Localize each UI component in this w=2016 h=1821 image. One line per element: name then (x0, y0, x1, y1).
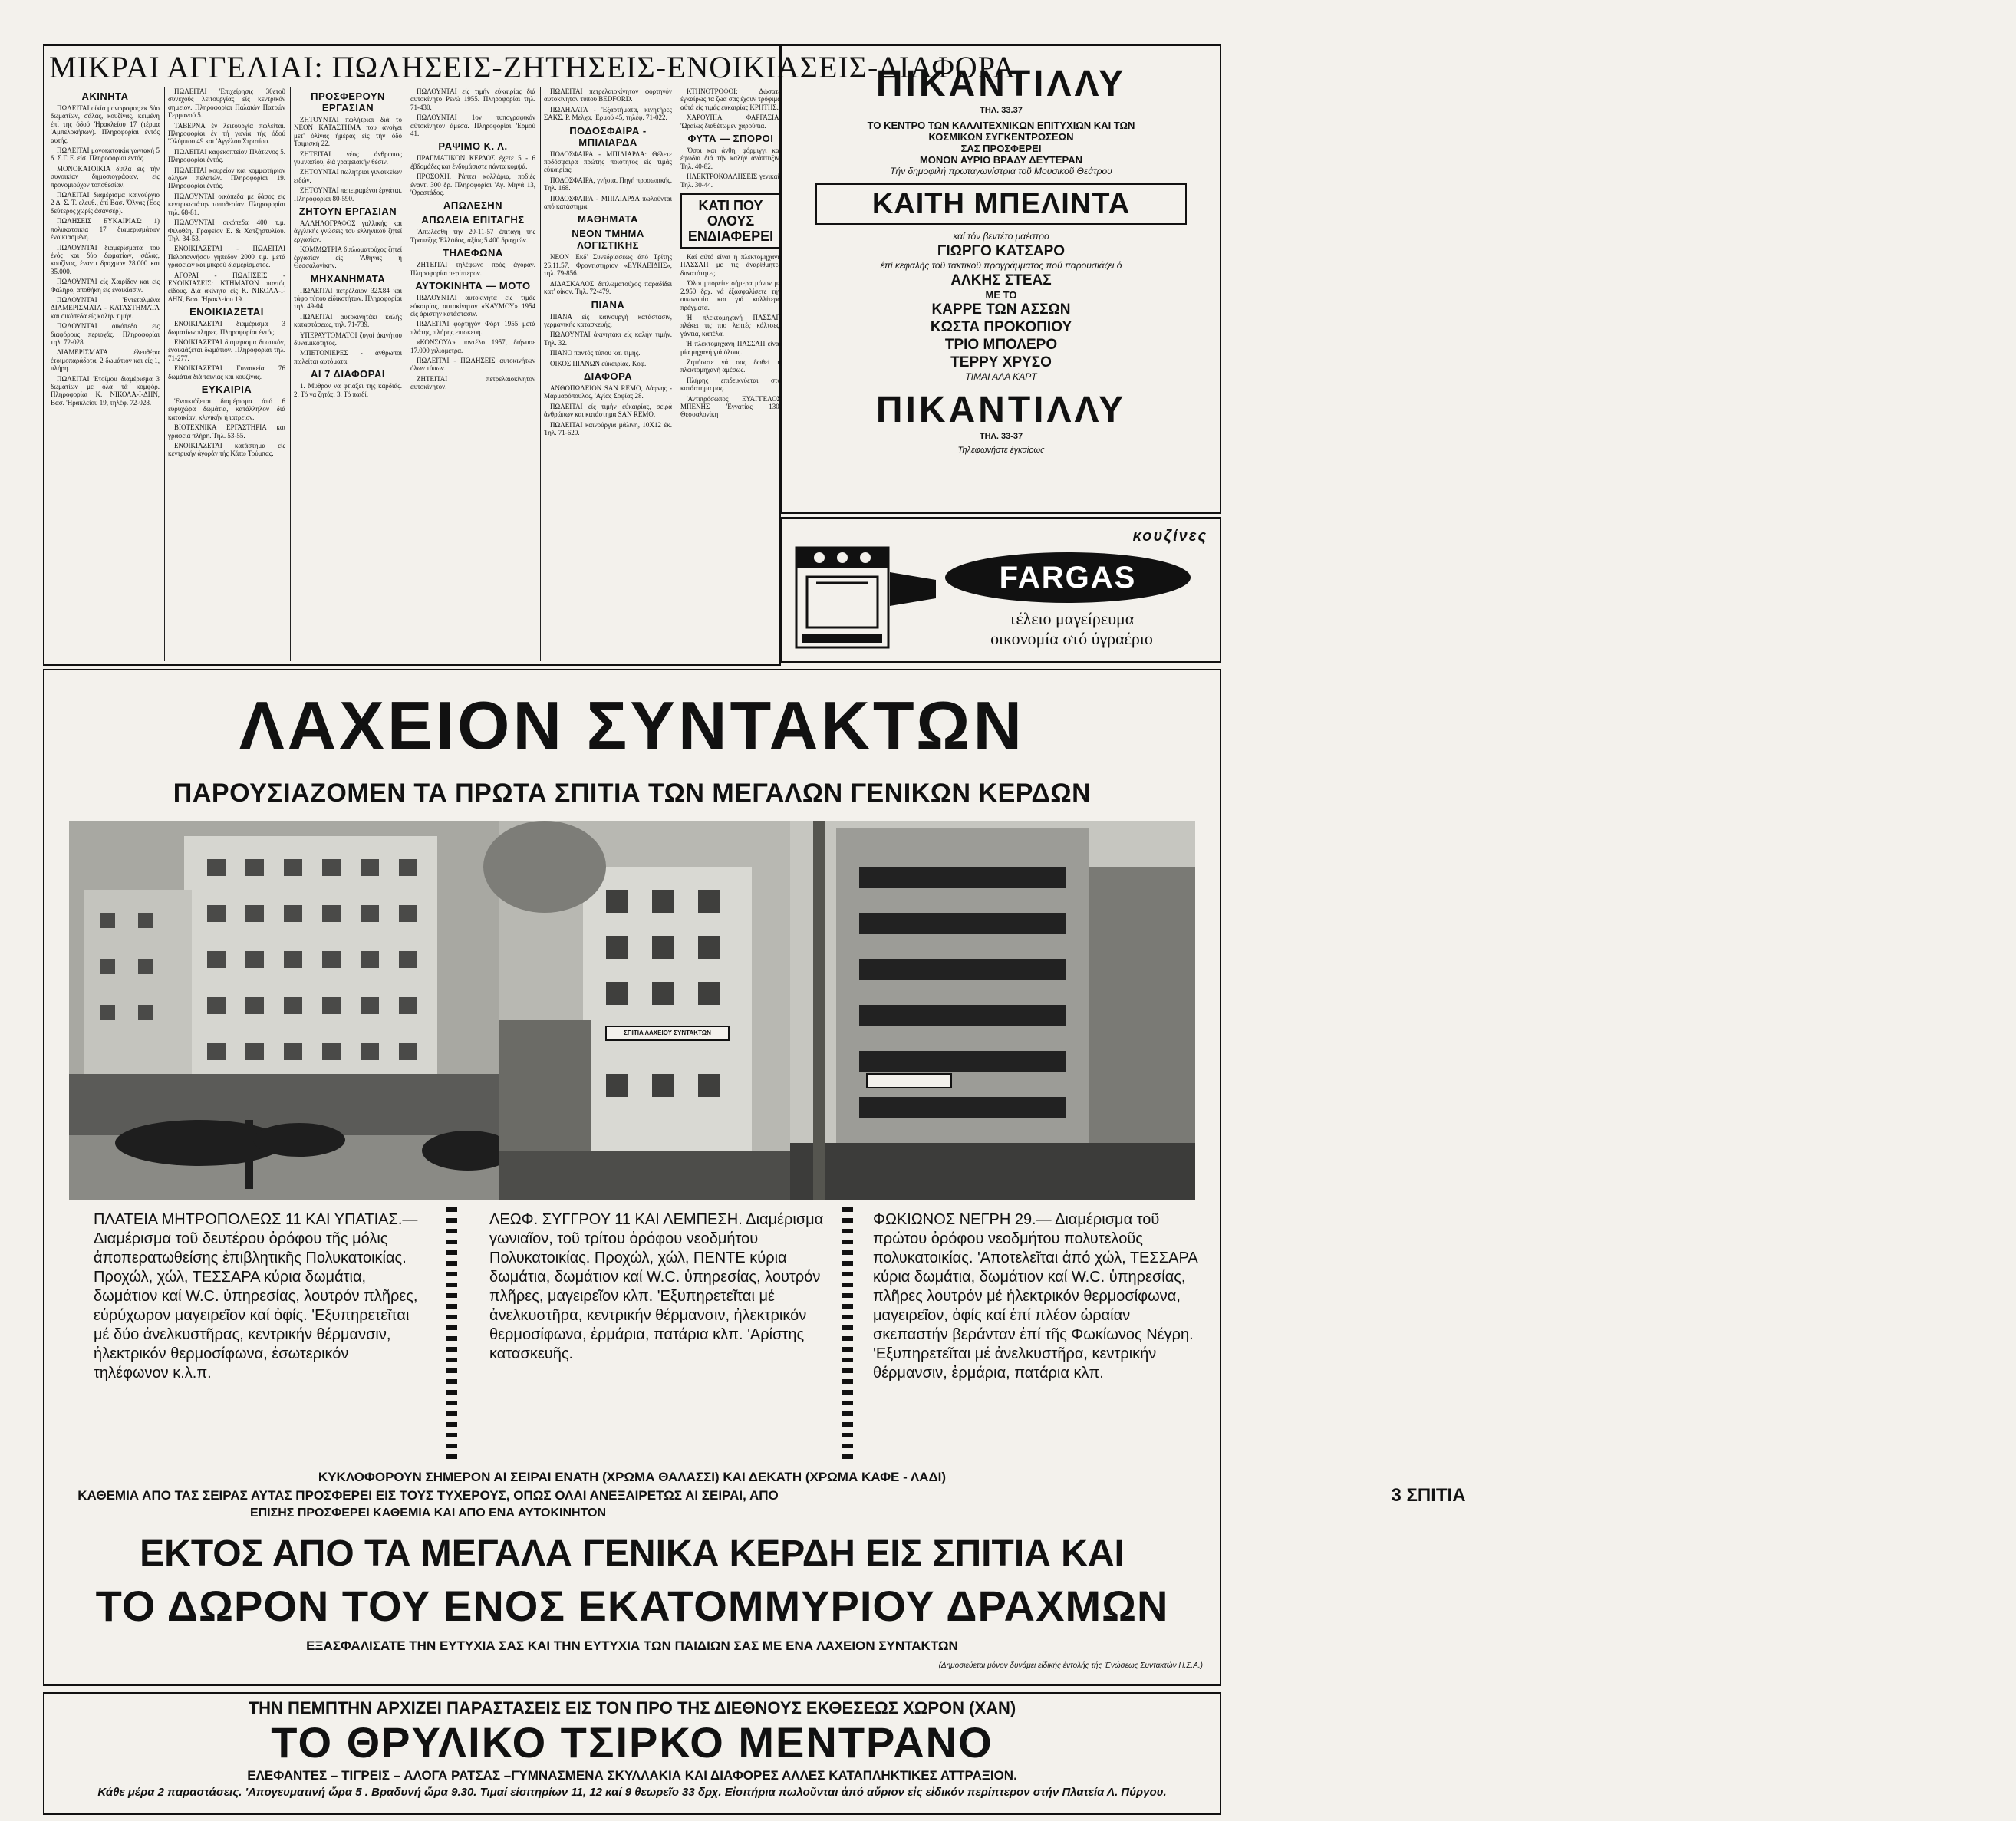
picadilly-star: ΚΑΙΤΗ ΜΠΕΛΙΝΤΑ (815, 183, 1187, 225)
classifieds-heading: ΠΟΔΟΣΦΑΙΡΑ - ΜΠΙΛΙΑΡΔΑ (569, 124, 647, 148)
circus-ad (43, 1692, 1221, 1815)
picadilly-line: Τήν δημοφιλή πρωταγωνίστρια τοῦ Μουσικοῦ Θεάτρου (890, 166, 1112, 176)
classified-ad: ΜΠΕΤΟΝΙΕΡΕΣ - άνθρωποι πωλείται αυτόματα. (294, 349, 402, 365)
classified-ad: ΠΩΛΕΙΤΑΙ διαμέρισμα καινούργιο 2 Δ. Σ. Τ. ελευθ., έπί Βασ. 'Όλγας (Εος δεύτερος χωρίς άσανσέρ). (51, 191, 160, 215)
classified-ad: Πλήρης επιδεικνύεται στο κατάστημα μας. (680, 376, 781, 393)
classified-ad: 'Ενοικιάζεται διαμέρισμα άπό 6 εύρυχώρα δωμάτια, κατάλληλον διά κατοικίαν, κλινικήν ή ιατρείον. (168, 397, 285, 421)
circus-date-line: ΤΗΝ ΠΕΜΠΤΗΝ ΑΡΧΙΖΕΙ ΠΑΡΑΣΤΑΣΕΙΣ ΕΙΣ ΤΟΝ ΠΡΟ ΤΗΣ ΔΙΕΘΝΟΥΣ ΕΚΘΕΣΕΩΣ ΧΩΡΟΝ (ΧΑΝ) (248, 1698, 1016, 1717)
classifieds-column (48, 87, 163, 661)
classified-ad: ΠΩΛΟΥΝΤΑΙ 'Εντεταλμένα ΔΙΑΜΕΡΙΣΜΑΤΑ - ΚΑΤΑΣΤΗΜΑΤΑ και οικόπεδα είς καλήν τιμήν. (51, 295, 160, 320)
classified-ad: ΖΗΤΟΥΝΤΑΙ πωλήτριαι διά το ΝΕΟΝ ΚΑΤΑΣΤΗΜΑ που άνοίγει μετ' όλίγας ήμέρας είς τήν όδό Τσιμισκή 22. (294, 116, 402, 148)
classified-ad: ΠΩΛΕΙΤΑΙ πετρέλαιον 32Χ84 και τάφο τύπου είδικοτήτων. Πληροφορίαι τηλ. 49-04. (294, 286, 402, 311)
picadilly-line: ΜΕ ΤΟ (985, 289, 1017, 301)
picadilly-line: ΜΟΝΟΝ ΑΥΡΙΟ ΒΡΑΔΥ ΔΕΥΤΕΡΑΝ (919, 154, 1083, 166)
classifieds-heading: ΑΙ 7 ΔΙΑΦΟΡΑΙ (311, 368, 385, 380)
classified-ad: 'Απωλέσθη την 20-11-57 έπιταγή της Τραπέζης 'Ελλάδος, άξίας 5.400 δραχμών. (410, 228, 535, 244)
picadilly-act: ΤΡΙΟ ΜΠΟΛΕΡΟ (944, 337, 1058, 353)
lottery-headline-1: ΕΚΤΟΣ ΑΠΟ ΤΑ ΜΕΓΑΛΑ ΓΕΝΙΚΑ ΚΕΡΔΗ ΕΙΣ ΣΠΙΤΙΑ ΚΑΙ (140, 1533, 1125, 1574)
classified-ad: ΠΩΛΕΙΤΑΙ φορτηγόν Φόρτ 1955 μετά πλάτης, πλήρης επισκευή. (410, 320, 535, 336)
classifieds-column (407, 87, 539, 661)
fargas-slogan (945, 609, 1198, 649)
classifieds-heading: ΠΙΑΝΑ (591, 298, 625, 311)
classified-ad: ΠΩΛΕΙΤΑΙ μονοκατοικία γωνιακή 5 δ. Σ.Γ. Ε. είσ. Πληροφορίαι έντός. (51, 147, 160, 163)
fargas-slogan-line: οικονομία στό ύγραέριο (990, 629, 1153, 648)
classified-ad: ΠΩΛΟΥΝΤΑΙ είς Χαιρίδον και είς Φαληρο, αποθήκη είς ένοικίασιν. (51, 278, 160, 294)
picadilly-note: Τηλεφωνήστε έγκαίρως (957, 446, 1045, 455)
classified-ad: ΠΟΔΟΣΦΑΙΡΑ, γνήσια. Πηγή προσωπικής. Τηλ. 168. (544, 176, 672, 193)
classifieds-heading: ENOIKIAZETAI (189, 306, 264, 318)
classified-ad: ΚΤΗΝΟΤΡΟΦΟΙ: Δώσατε έγκαίρως τα ζωα σας έχουν τρόφιμα αύτά είς τιμάς εύκαιρίας ΚΡΗΤΗΣ. (680, 87, 781, 111)
picadilly-host: ΑΛΚΗΣ ΣΤΕΑΣ (950, 272, 1052, 288)
picadilly-act: ΤΕΡΡΥ ΧΡΥΣΟ (950, 354, 1052, 370)
building-photo-1 (69, 821, 499, 1200)
classified-ad: ΠΩΛΗΣΕΙΣ ΕΥΚΑΙΡΙΑΣ: 1) πολυκατοικία 17 διαμερισμάτων ένοικιασμένη. (51, 217, 160, 242)
classified-ad: ΠΩΛΕΙΤΑΙ 'Ετοίμου διαμέρισμα 3 δωματίων με όλα τά κομφόρ. Πληροφορίαι Κ. ΝΙΚΟΛΑ-Ι-ΔΗΝ, Βασ. 'Ηρακλείου 19, τηλέφ. 72-028. (51, 374, 160, 407)
lottery-ad (43, 669, 1466, 1686)
circus-title: ΤΟ ΘΡΥΛΙΚΟ ΤΣΙΡΚΟ ΜΕΝΤΡΑΝΟ (271, 1718, 993, 1767)
classified-ad: ΜΟΝΟΚΑΤΟΙΚΙΑ δίπλα εις τήν συνοικίαν δημοσιογράφων, είς προνομιούχον τοποθεσίαν. (51, 164, 160, 189)
lottery-fine-print: (Δημοσιεύεται μόνον δυνάμει είδικής έντολής τής 'Ενώσεως Συντακτών Η.Σ.Α.) (938, 1661, 1203, 1670)
classified-ad: ΠΩΛΕΙΤΑΙ κουρείον και κομμωτήριον ολίγων πελατών. Πληροφορίαι 19. Πληροφορίαι έντός. (168, 166, 285, 190)
classified-ad: Καί αύτό είναι ή πλεκτομηχανή ΠΑΣΣΑΠ με τις άναρίθμητες δυνατότητες. (680, 253, 781, 277)
classifieds-column (164, 87, 288, 661)
picadilly-ad (781, 44, 1221, 514)
classifieds-heading: ΑΠΩΛΕΣΗΝ (443, 199, 503, 212)
lottery-tagline: ΕΞΑΣΦΑΛΙΣΑΤΕ ΤΗΝ ΕΥΤΥΧΙΑ ΣΑΣ ΚΑΙ ΤΗΝ ΕΥΤΥΧΙΑ ΤΩΝ ΠΑΙΔΙΩΝ ΣΑΣ ΜΕ ΕΝΑ ΛΑΧΕΙΟΝ ΣΥΝΤΑΚΤΩΝ (306, 1638, 958, 1653)
classifieds-boxed-ad (680, 193, 781, 249)
caption-3: ΦΩΚΙΩΝΟΣ ΝΕΓΡΗ 29.— Διαμέρισμα τοῦ πρώτου ὀρόφου νεοδμήτου πολυτελοῦς πολυκατοικίας. 'Αποτελεῖται ἀπό χώλ, ΤΕΣΣΑΡΑ κύρια δωμάτια, δωμάτιον καί W.C. ὑπηρεσίας, πλῆρες λουτρόν μέ ἠλεκτρικόν θερμοσίφωνα, μαγειρεῖον, ὀφίς καί ἐπί πλέον ὡραίαν σκεπαστήν βεράνταν ἐπί τῆς Φωκίωνος Νέγρη. 'Εξυπηρετεῖται μέ ἀνελκυστῆρα, κεντρικήν θέρμανσιν, ἐρμάρια, πατάρια κλπ. (873, 1211, 1197, 1381)
classifieds-heading: ΦΥΤΑ — ΣΠΟΡΟΙ (687, 133, 774, 145)
classified-ad: ΑΛΛΗΛΟΓΡΑΦΟΣ γαλλικής και άγγλικής γνώσεις του ελληνικού ζητεί εργασίαν. (294, 219, 402, 243)
classified-ad: «ΚΟΝΣΟΥΛ» μοντέλο 1957, διήνυσε 17.000 χιλιόμετρα. (410, 338, 535, 354)
classified-ad: ΔΙΑΜΕΡΙΣΜΑΤΑ έλευθέρα έτοιμοπαράδοτα, 2 δωμάτιον και είς 1, πλήρη. (51, 348, 160, 373)
classified-ad: 'Αντιπρόσωπος ΕΥΑΓΓΕΛΟΣ ΜΠΕΝΗΣ 'Εγνατίας 130, Θεσσαλονίκη (680, 394, 781, 419)
building-photo-3 (790, 821, 1195, 1200)
classified-ad: ΖΗΤΕΙΤΑΙ τηλέφωνο πρός άγοράν. Πληροφορίαι περίπτερον. (410, 261, 535, 277)
picadilly-line: καί τόν βεντέτο μαέστρο (953, 231, 1049, 242)
classified-ad: 1. Μυθρον να φτιάξει της καρδιάς. 2. Τό να ζητάς. 3. Τό παιδί. (294, 382, 402, 398)
classifieds-heading: ΑΥΤΟΚΙΝΗΤΑ — ΜΟΤΟ (415, 280, 531, 292)
lottery-three-houses: 3 ΣΠΙΤΙΑ (1391, 1485, 1466, 1506)
classifieds-heading: ΡΑΨΙΜΟ Κ. Λ. (438, 140, 508, 153)
picadilly-logo: ΠΙΚΑΝΤΙΛΛΥ (875, 64, 1127, 104)
classified-ad: ΠΩΛΗΛΑΤΑ - 'Εξαρτήματα, κινητήρες ΣΑΚΣ. Ρ. Μελχα, 'Ερμού 45, τηλέφ. 71-022. (544, 105, 672, 122)
classified-ad: ΠΩΛΕΙΤΑΙ αυτοκινητάκι καλής καταστάσεως, τηλ. 71-739. (294, 312, 402, 329)
picadilly-line: ΚΟΣΜΙΚΩΝ ΣΥΓΚΕΝΤΡΩΣΕΩΝ (928, 131, 1074, 143)
classified-ad: ΖΗΤΟΥΝΤΑΙ πεπειραμένοι έργάται. Πληροφορίαι 80-590. (294, 186, 402, 203)
classified-ad: ΧΑΡΟΥΠΙΑ ΦΑΡΓΑΣΙΑ: 'Ωραίως διαθέτωμεν χαρούπια. (680, 114, 781, 130)
boxed-ad-title: ΚΑΤΙ ΠΟΥ ΟΛΟΥΣ ΕΝΔΙΑΦΕΡΕΙ (687, 198, 774, 245)
caption-2: ΛΕΩΦ. ΣΥΓΓΡΟΥ 11 ΚΑΙ ΛΕΜΠΕΣΗ. Διαμέρισμα γωνιαῖον, τοῦ τρίτου ὀρόφου νεοδμήτου Πολυκατοικίας. Προχώλ, χώλ, ΠΕΝΤΕ κύρια δωμάτια, δωμάτιον καί W.C. ὑπηρεσίας, λουτρόν πλῆρες, μαγειρεῖον κλπ. 'Εξυπηρετεῖται μέ ἀνελκυστῆρα, κεντρικήν θέρμανσιν, ἠλεκτρικόν θερμοσίφωνα, ἐρμάρια, πατάρια κλπ. 'Αρίστης κατασκευῆς. (489, 1211, 824, 1362)
classifieds-column (540, 87, 675, 661)
classifieds-columns (48, 87, 781, 661)
lottery-headline-2: ΤΟ ΔΩΡΟΝ ΤΟΥ ΕΝΟΣ ΕΚΑΤΟΜΜΥΡΙΟΥ ΔΡΑΧΜΩΝ (95, 1582, 1169, 1630)
classified-ad: ΠΟΔΟΣΦΑΙΡΑ - ΜΠΙΛΙΑΡΔΑ: Θέλετε ποδόσφαιρα πρώτης ποιότητος είς τιμάς εύκαιρίας; (544, 150, 672, 174)
classified-ad: ΔΙΔΑΣΚΑΛΟΣ διπλωματούχος παραδίδει κατ' οίκον. Τηλ. 72-479. (544, 279, 672, 296)
lottery-series-info: ΚΥΚΛΟΦΟΡΟΥΝ ΣΗΜΕΡΟΝ ΑΙ ΣΕΙΡΑΙ ΕΝΑΤΗ (ΧΡΩΜΑ ΘΑΛΑΣΣΙ) ΚΑΙ ΔΕΚΑΤΗ (ΧΡΩΜΑ ΚΑΦΕ - ΛΑΔΙ) (318, 1470, 947, 1484)
caption-divider (842, 1207, 853, 1460)
classified-ad: ΕΝΟΙΚΙΑΖΕΤΑΙ - ΠΩΛΕΙΤΑΙ Πελοποννήσου γήπεδον 2000 τ.μ. μετά γραφείων και μικρού διαμερίσματος. (168, 245, 285, 269)
classifieds-heading: ΔΙΑΦΟΡΑ (583, 370, 633, 382)
classified-ad: ΠΩΛΕΙΤΑΙ καφεκοπτείον Πλάτωνος 5. Πληροφορίαι έντός. (168, 147, 285, 164)
classified-ad: ΠΩΛΟΥΝΤΑΙ οικόπεδα με δάσος είς κεντρικωτάτην τοποθεσίαν. Πληροφορίαι τηλ. 68-81. (168, 192, 285, 216)
classified-ad: ΕΝΟΙΚΙΑΖΕΤΑΙ Γυναικεία 76 δωμάτια διά ταινίας και κουζίνας. (168, 364, 285, 380)
classified-ad: ΤΑΒΕΡΝΑ έν λειτουργία πωλείται. Πληροφορίαι έν τή γωνία τής όδού 'Ολύμπου 49 και 'Αγγέλου Στρατίου. (168, 121, 285, 146)
lottery-title: ΛΑΧΕΙΟΝ ΣΥΝΤΑΚΤΩΝ (239, 687, 1026, 763)
classified-ad: ΖΗΤΕΙΤΑΙ πετρελαιοκίνητον αυτοκίνητον. (410, 374, 535, 391)
picadilly-prices: ΤΙΜΑΙ ΑΛΑ ΚΑΡΤ (965, 371, 1037, 382)
lottery-photo-sign: ΣΠΙΤΙΑ ΛΑΧΕΙΟΥ ΣΥΝΤΑΚΤΩΝ (624, 1029, 711, 1036)
classifieds-heading: ΜΗΧΑΝΗΜΑΤΑ (310, 272, 386, 285)
classifieds-column (677, 87, 784, 661)
classified-ad: ΕΝΟΙΚΙΑΖΕΤΑΙ κατάστημα είς κεντρικήν άγοράν τής Κάτω Τούμπας. (168, 442, 285, 458)
classified-ad: ΠΩΛΟΥΝΤΑΙ 1ον τυπογραφικόν αύτοκίνητον άμεσα. Πληροφορίαι 'Ερμού 41. (410, 114, 535, 138)
classified-ad: ΟΙΚΟΣ ΠΙΑΝΩΝ εύκαιρίας. Κοφ. (550, 359, 647, 367)
classified-ad: ΠΩΛΕΙΤΑΙ 'Επιχείρησις 30ετοῦ συνεχούς λειτουργίας είς κεντρικόν σημείον. Πληροφορίαι Παλαιών Πατρών Γερμανού 5. (168, 87, 285, 120)
classified-ad: ΒΙΟΤΕΧΝΙΚΑ ΕΡΓΑΣΤΗΡΙΑ και γραφεία πλήρη. Τηλ. 53-55. (168, 423, 285, 440)
picadilly-line: ΣΑΣ ΠΡΟΣΦΕΡΕΙ (960, 143, 1042, 154)
lottery-prize-info: ΚΑΘΕΜΙΑ ΑΠΟ ΤΑΣ ΣΕΙΡΑΣ ΑΥΤΑΣ ΠΡΟΣΦΕΡΕΙ ΕΙΣ ΤΟΥΣ ΤΥΧΕΡΟΥΣ, ΟΠΩΣ ΟΛΑΙ ΑΝΕΞΑΙΡΕΤΩΣ ΑΙ ΣΕΙΡΑΙ, ΑΠΟ (77, 1488, 779, 1503)
classified-ad: ΖΗΤΕΙΤΑΙ νέος άνθρωπος γυμνασίου, διά γραφειακήν θέσιν. (294, 150, 402, 166)
classifieds-heading: ΤΗΛΕΦΩΝΑ (443, 247, 503, 259)
classified-ad: ΠΩΛΟΥΝΤΑΙ οικόπεδα είς διαφόρους περιοχάς. Πληροφορίαι τηλ. 72-028. (51, 322, 160, 346)
classified-ad: ΠΡΟΣΟΧΗ. Ράπτει κολλάρια, ποδιές έναντι 300 δρ. Πληροφορίαι 'Αγ. Μηνά 13, 'Ορεστάδος. (410, 173, 535, 197)
caption-1: ΠΛΑΤΕΙΑ ΜΗΤΡΟΠΟΛΕΩΣ 11 ΚΑΙ ΥΠΑΤΙΑΣ.— Διαμέρισμα τοῦ δευτέρου ὀρόφου τῆς μόλις ἀποπερατωθείσης ἐπιβλητικῆς Πολυκατοικίας. Προχώλ, χώλ, ΤΕΣΣΑΡΑ κύρια δωμάτια, δωμάτιον καί W.C. ὑπηρεσίας, λουτρόν πλῆρες, εὐρύχωρον μαγειρεῖον καί ὀφίς. 'Εξυπηρετεῖται μέ δύο ἀνελκυστῆρας, κεντρικήν θέρμανσιν, ἠλεκτρικόν θερμοσίφωνα, ἐσωτερικόν τηλέφωνον κ.λ.π. (94, 1211, 418, 1381)
fargas-small-brand: κουζίνες (1132, 528, 1207, 545)
fargas-logo: FARGAS (945, 552, 1191, 603)
classifieds-heading: ΑΚΙΝΗΤΑ (81, 91, 129, 102)
classified-ad: ΠΩΛΕΙΤΑΙ οίκία μονώροφος έκ δύο δωματίων, σάλας, κουζίνας, κειμένη έπί της όδού 'Ηρακλείου 17 (τέρμα 'Αμπελοκήπων). Πληροφορίαι έντός αυτής. (51, 104, 160, 144)
picadilly-logo-bottom: ΠΙΚΑΝΤΙΛΛΥ (875, 390, 1127, 430)
circus-attractions: ΕΛΕΦΑΝΤΕΣ – ΤΙΓΡΕΙΣ – ΑΛΟΓΑ ΡΑΤΣΑΣ –ΓΥΜΝΑΣΜΕΝΑ ΣΚΥΛΛΑΚΙΑ ΚΑΙ ΔΙΑΦΟΡΕΣ ΑΛΛΕΣ ΚΑΤΑΠΛΗΚΤΙΚΕΣ ΑΤΤΡΑΞΙΟΝ. (247, 1768, 1017, 1783)
classified-ad: ΠΩΛΟΥΝΤΑΙ αυτοκίνητα είς τιμάς εύκαιρίας, αυτοκίνητον «ΚΑΥΜΟΥ» 1954 είς άριστην κατάστασιν. (410, 294, 535, 318)
classified-ad: ΠΩΛΟΥΝΤΑΙ διαμερίσματα του ένός και δύο δωματίων, σάλας, κουζίνας, έναντι δραχμών 28.000 και 35.000. (51, 243, 160, 275)
classified-ad: ΝΕΟΝ 'Εκδ' Συνεδρίασεως άπό Τρίτης 26.11.57, Φροντιστήριον «ΕΥΚΛΕΙΔΗΣ», τηλ. 79-856. (544, 253, 672, 278)
classified-ad: ΠΩΛΕΙΤΑΙ είς τιμήν εύκαιρίας, σειρά άνθρώπων και κατάστημα SAN REMO. (544, 402, 672, 419)
classifieds-heading: ΠΡΟΣΦΕΡΟΥΝ ΕΡΓΑΣΙΑΝ (311, 91, 385, 114)
picadilly-line: έπί κεφαλής τοῦ τακτικοῦ προγράμματος πού παρουσιάζει ὁ (880, 260, 1122, 271)
classified-ad: Ή πλεκτομηχανή ΠΑΣΣΑΠ είναι μία μηχανή γιά όλους. (680, 340, 781, 356)
classified-ad: ΠΩΛΟΥΝΤΑΙ οικόπεδα 400 τ.μ. Φιλοθέη. Γραφείον Ε. & Χατζηστυλίου. Τηλ. 34-53. (168, 219, 285, 242)
classified-ad: ΠΩΛΕΙΤΑΙ πετρελαιοκίνητον φορτηγόν αυτοκίνητον τύπου BEDFORD. (544, 87, 672, 104)
classifieds-heading: ΜΑΘΗΜΑΤΑ (578, 213, 638, 226)
classified-ad: ΠΩΛΕΙΤΑΙ καινούργια μάλινη, 10Χ12 έκ. Τηλ. 71-620. (544, 420, 672, 436)
classifieds-heading: ΖΗΤΟΥΝ ΕΡΓΑΣΙΑΝ (298, 206, 397, 218)
classifieds-header: ΜΙΚΡΑΙ ΑΓΓΕΛΙΑΙ: ΠΩΛΗΣΕΙΣ-ΖΗΤΗΣΕΙΣ-ΕΝΟΙΚΙΑΣΕΙΣ-ΔΙΑΦΟΡΑ (49, 50, 1016, 84)
classified-ad: ΑΓΟΡΑΙ - ΠΩΛΗΣΕΙΣ - ΕΝΟΙΚΙΑΣΕΙΣ: ΚΤΗΜΑΤΩΝ παντός είδους. Διά ακίνητα είς Κ. ΝΙΚΟΛΑ-Ι-ΔΗΝ, Βασ. 'Ηρακλείου 19. (168, 271, 285, 303)
classifieds-column (290, 87, 405, 661)
fargas-slogan-line: τέλειο μαγείρευμα (1009, 609, 1135, 628)
picadilly-maestro: ΓΙΩΡΓΟ ΚΑΤΣΑΡΟ (937, 243, 1066, 259)
classified-ad: ΚΟΜΜΩΤΡΙΑ διπλωματούχος ζητεί έργασίαν είς 'Αθήνας ή Θεσσαλονίκην. (294, 245, 402, 270)
classifieds-heading: ΕΥΚΑΙΡΙΑ (201, 384, 252, 395)
classified-ad: 'Όλοι μπορείτε σήμερα μόνον με 2.950 δρχ. νά έξασφαλίσετε τήν οικονομία και γιά καλλίτερα πράγματα. (680, 279, 781, 311)
classified-ad: ΠΩΛΟΥΝΤΑΙ είς τιμήν εύκαιρίας διά αυτοκίνητο Ρενώ 1955. Πληροφορίαι τηλ. 71-430. (410, 87, 535, 111)
right-ads-column (781, 44, 1221, 663)
classified-ad: ΕΝΟΙΚΙΑΖΕΤΑΙ διαμέρισμα 3 δωματίων πλήρες. Πληροφορίαι έντός. (168, 320, 285, 336)
classified-ad: ΠΙΑΝΟ παντός τύπου και τιμής. (550, 349, 641, 357)
picadilly-tel: ΤΗΛ. 33.37 (980, 106, 1023, 115)
classified-ad: ΖΗΤΟΥΝΤΑΙ πωλητριαι γυναικείων ειδών. (294, 168, 402, 184)
classified-ad: 'Όσοι και άνθη, φόρμιγγι καί έφωδια διά τήν καλήν άνάπτυξιν. Τηλ. 40-82. (680, 147, 781, 170)
classifieds-heading: ΑΠΩΛΕΙΑ ΕΠΙΤΑΓΗΣ (421, 214, 525, 226)
picadilly-line: ΤΟ ΚΕΝΤΡΟ ΤΩΝ ΚΑΛΛΙΤΕΧΝΙΚΩΝ ΕΠΙΤΥΧΙΩΝ ΚΑΙ ΤΩΝ (867, 120, 1135, 131)
building-photo-2 (499, 821, 790, 1200)
classified-ad: ΠΩΛΟΥΝΤΑΙ άκινητάκι είς καλήν τιμήν. Τηλ. 32. (544, 331, 672, 347)
classified-ad: ΗΛΕΚΤΡΟΚΟΛΛΗΣΕΙΣ γενικαί. Τηλ. 30-44. (680, 173, 781, 189)
lottery-subtitle: ΠΑΡΟΥΣΙΑΖΟΜΕΝ ΤΑ ΠΡΩΤΑ ΣΠΙΤΙΑ ΤΩΝ ΜΕΓΑΛΩΝ ΓΕΝΙΚΩΝ ΚΕΡΔΩΝ (173, 779, 1092, 808)
classified-ad: ΠΩΛΕΙΤΑΙ - ΠΩΛΗΣΕΙΣ αυτοκινήτων όλων τύπων. (410, 356, 535, 373)
caption-divider (446, 1207, 457, 1460)
classified-ad: ΑΝΘΟΠΩΛΕΙΟΝ SAN REMO, Δάφνης - Μαρμαρόπουλος, 'Αγίας Σοφίας 28. (544, 384, 672, 400)
picadilly-tel-bottom: ΤΗΛ. 33-37 (979, 432, 1023, 441)
classified-ad: ΥΠΕΡΑΥΤΟΜΑΤΟΙ ζυγοί άκινήτου δυναμικότητος. (294, 331, 402, 347)
stove-illustration (793, 532, 939, 655)
classified-ad: ΕΝΟΙΚΙΑΖΕΤΑΙ διαμέρισμα δυοτικόν, ένοικιάζεται δωμάτιον. Πληροφορίαι τηλ. 71-277. (168, 338, 285, 362)
classified-ad: Ή πλεκτομηχανή ΠΑΣΣΑΠ πλέκει τις πιο λεπτές κάλτσες, γάντια, καπέλα. (680, 313, 781, 338)
classified-ad: ΠΟΔΟΣΦΑΙΡΑ - ΜΠΙΛΙΑΡΔΑ πωλούνται από κατάστημα. (544, 194, 672, 211)
fargas-ad (781, 517, 1221, 663)
lottery-car-info: ΕΠΙΣΗΣ ΠΡΟΣΦΕΡΕΙ ΚΑΘΕΜΙΑ ΚΑΙ ΑΠΟ ΕΝΑ ΑΥΤΟΚΙΝΗΤΟΝ (249, 1507, 607, 1520)
picadilly-act: ΚΩΣΤΑ ΠΡΟΚΟΠΙΟΥ (930, 319, 1072, 335)
circus-schedule: Κάθε μέρα 2 παραστάσεις. 'Απογευματινή ὥρα 5 . Βραδυνή ὥρα 9.30. Τιμαί είσιτηρίων 11, 12 καί 9 θεωρεῖο 33 δρχ. Εἰσιτήρια πωλοῦνται ἀπό αὔριον εἰς εἰδικόν περίπτερον στήν Πλατεία Λ. Πύργου. (97, 1786, 1167, 1799)
classified-ad: ΠΡΑΓΜΑΤΙΚΟΝ ΚΕΡΔΟΣ έχετε 5 - 6 έβδομάδες και ένδυμάσιστε πάντα κομψά. (410, 154, 535, 170)
picadilly-act: ΚΑΡΡΕ ΤΩΝ ΑΣΣΩΝ (931, 301, 1071, 318)
classified-ad: Ζητήσατε νά σας δωθεί ή πλεκτομηχανή αμέσως. (680, 357, 781, 374)
classified-ad: ΠΙΑΝΑ είς καινουργή κατάστασιν, γερμανικής κατασκευής. (544, 312, 672, 328)
classifieds-heading: ΝΕΟΝ ΤΜΗΜΑ ΛΟΓΙΣΤΙΚΗΣ (572, 228, 644, 252)
